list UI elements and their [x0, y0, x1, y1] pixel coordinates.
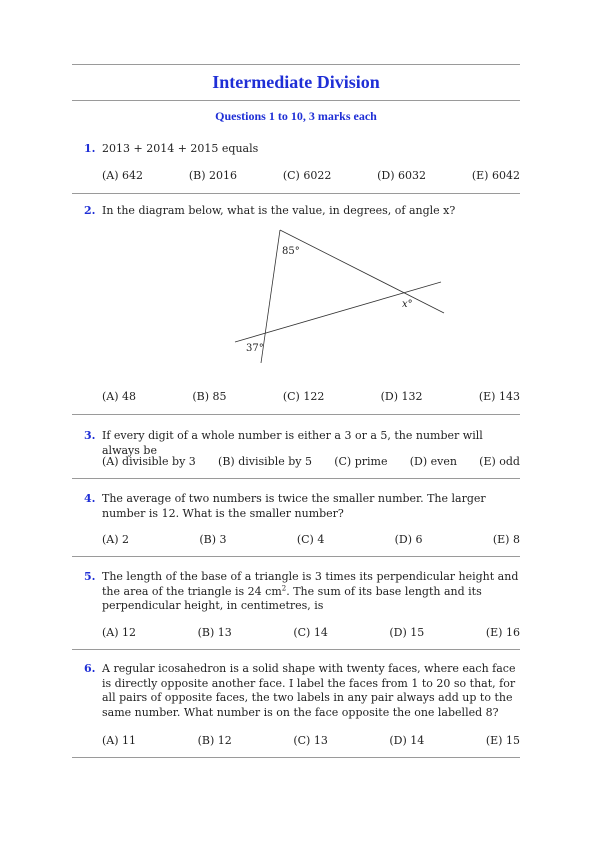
separator-rule: [72, 649, 520, 650]
question-number: 4.: [84, 492, 96, 505]
answer-choices: [102, 455, 520, 468]
top-rule: [72, 64, 520, 65]
choice-d: (D) 132: [380, 390, 423, 403]
question-text-part: The length of the base of a triangle is 3 times its perpendicular height and the area of the triangle is 24 cm: [102, 570, 519, 598]
choice-d: (D) 15: [389, 626, 425, 639]
section-subtitle: Questions 1 to 10, 3 marks each: [215, 109, 377, 123]
question-number: 1.: [84, 142, 96, 155]
separator-rule: [72, 757, 520, 758]
choice-c: (C) 122: [282, 390, 325, 403]
choice-d: (D) even: [409, 455, 457, 468]
choice-c: (C) prime: [334, 455, 388, 468]
question-1: [72, 142, 520, 157]
choice-e: (E) 6042: [471, 169, 520, 182]
separator-rule: [72, 556, 520, 557]
angle-diagram: [230, 225, 450, 370]
question-text: In the diagram below, what is the value, in degrees, of angle x?: [102, 204, 456, 217]
separator-rule: [72, 478, 520, 479]
page-title: Intermediate Division: [212, 72, 380, 92]
choice-e: (E) odd: [479, 455, 520, 468]
question-text-part: . The sum of its base length and its perpendicular height, in centimetres, is: [102, 584, 482, 612]
separator-rule: [72, 193, 520, 194]
choice-b: (B) 85: [192, 390, 227, 403]
choice-d: (D) 14: [389, 734, 425, 747]
angle-label-x: x°: [402, 299, 413, 310]
question-text: [102, 570, 520, 614]
question-text: The average of two numbers is twice the smaller number. The larger number is 12. What is the smaller number?: [102, 492, 486, 520]
choice-a: (A) 11: [102, 734, 137, 747]
choice-c: (C) 4: [296, 533, 325, 546]
question-2: [72, 204, 520, 219]
choice-a: (A) divisible by 3: [102, 455, 196, 468]
answer-choices: [102, 734, 520, 747]
choice-b: (B) 13: [197, 626, 232, 639]
choice-a: (A) 12: [102, 626, 137, 639]
question-6: [72, 662, 520, 720]
superscript-2: 2: [281, 583, 287, 592]
question-text: If every digit of a whole number is either a 3 or a 5, the number will always be: [102, 429, 483, 457]
diagram-line-top: [280, 230, 444, 313]
separator-rule: [72, 414, 520, 415]
question-5: [72, 570, 520, 614]
choice-e: (E) 8: [492, 533, 520, 546]
choice-b: (B) divisible by 5: [218, 455, 312, 468]
question-3: [72, 429, 520, 458]
question-text: 2013 + 2014 + 2015 equals: [102, 142, 259, 155]
question-number: 5.: [84, 570, 96, 583]
angle-label-85: 85°: [282, 246, 300, 257]
choice-d: (D) 6: [394, 533, 423, 546]
choice-c: (C) 14: [293, 626, 328, 639]
diagram-line-transversal: [235, 282, 441, 342]
choice-b: (B) 2016: [188, 169, 238, 182]
question-number: 2.: [84, 204, 96, 217]
question-text: A regular icosahedron is a solid shape with twenty faces, where each face is directly opposite another face. I label the faces from 1 to 20 so that, for all pairs of opposite faces, the two labels in any pair always add up to the same number. What number is on the face opposite the one labelled 8?: [102, 662, 516, 719]
choice-c: (C) 6022: [282, 169, 332, 182]
diagram-line-left: [261, 230, 280, 363]
title-rule: [72, 100, 520, 101]
choice-d: (D) 6032: [377, 169, 427, 182]
answer-choices: [102, 169, 520, 182]
choice-b: (B) 12: [197, 734, 232, 747]
choice-a: (A) 642: [102, 169, 144, 182]
answer-choices: [102, 533, 520, 546]
choice-b: (B) 3: [199, 533, 227, 546]
answer-choices: [102, 626, 520, 639]
choice-c: (C) 13: [293, 734, 328, 747]
question-4: [72, 492, 520, 521]
answer-choices: [102, 390, 520, 403]
question-number: 6.: [84, 662, 96, 675]
choice-e: (E) 15: [485, 734, 520, 747]
choice-a: (A) 48: [102, 390, 137, 403]
choice-e: (E) 143: [478, 390, 520, 403]
choice-e: (E) 16: [485, 626, 520, 639]
question-number: 3.: [84, 429, 96, 442]
angle-label-37: 37°: [246, 343, 264, 354]
choice-a: (A) 2: [102, 533, 130, 546]
